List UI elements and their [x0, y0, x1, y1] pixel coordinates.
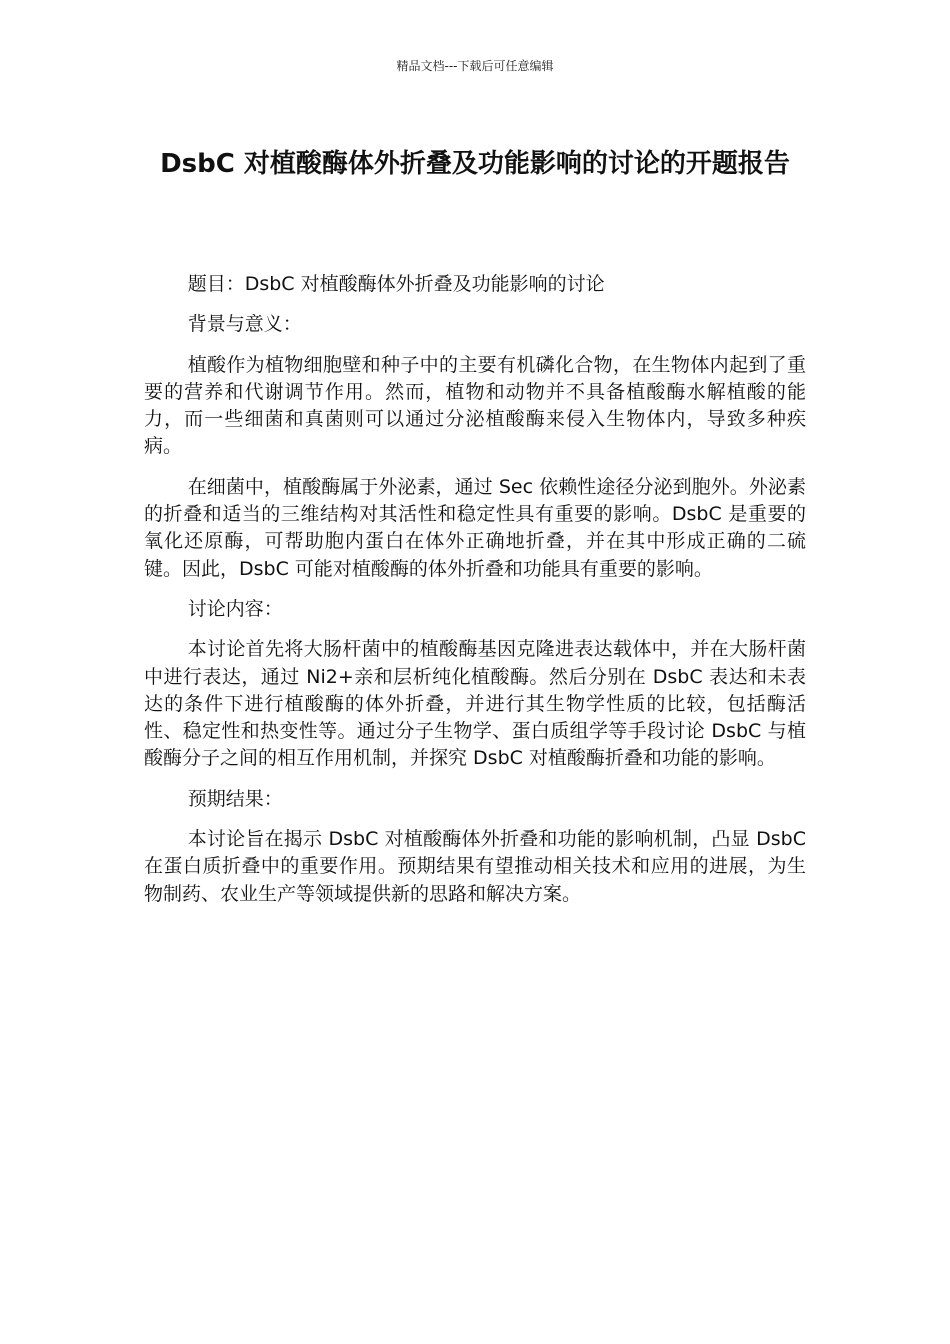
- document-body: [144, 271, 806, 921]
- expected-paragraph: 本讨论旨在揭示 DsbC 对植酸酶体外折叠和功能的影响机制，凸显 DsbC 在蛋白质折叠中的重要作用。预期结果有望推动相关技术和应用的进展，为生物制药、农业生产等领域提供新的思路和解决方案。: [144, 828, 806, 905]
- section-heading-background: 背景与意义：: [187, 313, 302, 336]
- section-heading-expected: 预期结果：: [187, 787, 283, 810]
- background-paragraph-1: 植酸作为植物细胞壁和种子中的主要有机磷化合物，在生物体内起到了重要的营养和代谢调节作用。然而，植物和动物并不具备植酸酶水解植酸的能力，而一些细菌和真菌则可以通过分泌植酸酶来侵入生物体内，导致多种疾病。: [144, 353, 806, 458]
- topic-line: 题目：DsbC 对植酸酶体外折叠及功能影响的讨论: [187, 273, 605, 295]
- header-note: 精品文档---下载后可任意编辑: [396, 59, 554, 73]
- document-title: DsbC 对植酸酶体外折叠及功能影响的讨论的开题报告: [160, 149, 790, 179]
- section-heading-content: 讨论内容：: [187, 597, 283, 620]
- content-paragraph: 本讨论首先将大肠杆菌中的植酸酶基因克隆进表达载体中，并在大肠杆菌中进行表达，通过 Ni2+亲和层析纯化植酸酶。然后分别在 DsbC 表达和未表达的条件下进行植酸酶的体外折叠，并进行其生物学性质的比较，包括酶活性、稳定性和热变性等。通过分子生物学、蛋白质组学等手段讨论 DsbC 与植酸酶分子之间的相互作用机制，并探究 DsbC 对植酸酶折叠和功能的影响。: [144, 638, 806, 770]
- background-paragraph-2: 在细菌中，植酸酶属于外泌素，通过 Sec 依赖性途径分泌到胞外。外泌素的折叠和适当的三维结构对其活性和稳定性具有重要的影响。DsbC 是重要的氧化还原酶，可帮助胞内蛋白在体外正确地折叠，并在其中形成正确的二硫键。因此，DsbC 可能对植酸酶的体外折叠和功能具有重要的影响。: [144, 475, 806, 580]
